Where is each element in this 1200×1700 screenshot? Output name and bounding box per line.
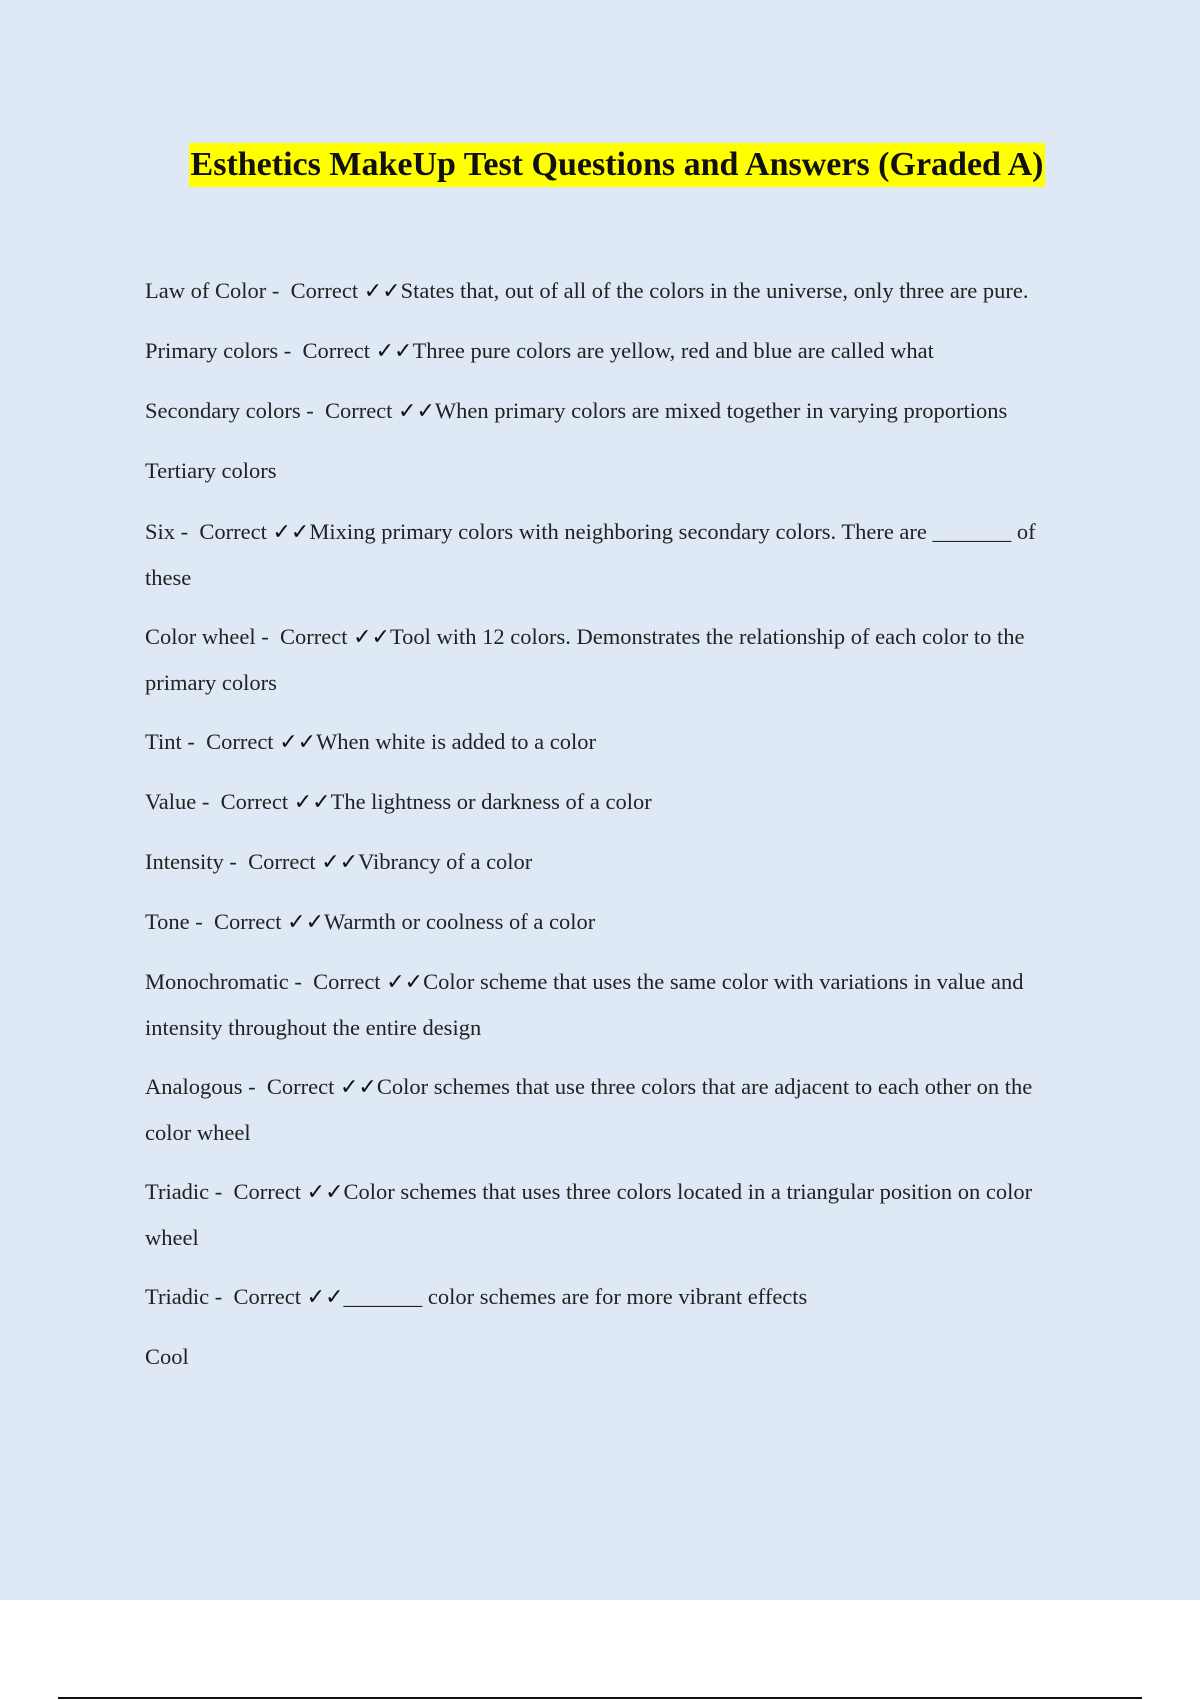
qa-entry bbox=[145, 388, 1083, 434]
qa-separator: - bbox=[288, 969, 314, 994]
correct-label: Correct bbox=[266, 1074, 340, 1099]
qa-answer: Vibrancy of a color bbox=[358, 849, 533, 874]
double-check-icon: ✓✓ bbox=[293, 790, 331, 815]
qa-separator: - bbox=[181, 729, 207, 754]
correct-label: Correct bbox=[214, 909, 288, 934]
qa-entry bbox=[145, 839, 1083, 885]
qa-answer: Color scheme that uses the same color with variations in value and intensity throughout the entire design bbox=[145, 969, 1024, 1040]
qa-separator: - bbox=[278, 338, 303, 363]
qa-entry bbox=[145, 268, 1083, 314]
double-check-icon: ✓✓ bbox=[363, 279, 401, 304]
qa-answer: Mixing primary colors with neighboring secondary colors. There are _______ of these bbox=[145, 519, 1036, 590]
double-check-icon: ✓✓ bbox=[279, 730, 317, 755]
qa-answer: The lightness or darkness of a color bbox=[330, 789, 652, 814]
title-container bbox=[0, 143, 1200, 187]
qa-term: Cool bbox=[145, 1344, 189, 1369]
correct-label: Correct bbox=[302, 338, 376, 363]
qa-term: Tint bbox=[145, 729, 182, 754]
double-check-icon: ✓✓ bbox=[321, 850, 359, 875]
qa-entry bbox=[145, 719, 1083, 765]
qa-answer: States that, out of all of the colors in the universe, only three are pure. bbox=[400, 278, 1029, 303]
qa-separator: - bbox=[175, 519, 200, 544]
qa-answer: Color schemes that use three colors that are adjacent to each other on the color wheel bbox=[145, 1074, 1033, 1145]
qa-separator: - bbox=[300, 398, 325, 423]
qa-answer: Warmth or coolness of a color bbox=[324, 909, 596, 934]
qa-entry bbox=[145, 1274, 1083, 1320]
qa-separator: - bbox=[242, 1074, 267, 1099]
double-check-icon: ✓✓ bbox=[386, 970, 424, 995]
qa-separator: - bbox=[255, 624, 280, 649]
qa-term: Tone bbox=[145, 909, 190, 934]
qa-term: Secondary colors bbox=[145, 398, 301, 423]
correct-label: Correct bbox=[324, 398, 399, 423]
qa-entry bbox=[145, 1334, 1083, 1379]
qa-answer: Three pure colors are yellow, red and blue are called what bbox=[412, 338, 934, 363]
qa-entry bbox=[145, 899, 1083, 945]
double-check-icon: ✓✓ bbox=[398, 399, 435, 424]
qa-term: Value bbox=[145, 789, 197, 814]
qa-separator: - bbox=[266, 278, 291, 303]
correct-label: Correct bbox=[279, 624, 354, 649]
qa-answer: Tool with 12 colors. Demonstrates the relationship of each color to the primary colors bbox=[145, 624, 1025, 695]
qa-term: Triadic bbox=[145, 1179, 210, 1204]
qa-term: Monochromatic bbox=[145, 969, 289, 994]
qa-term: Color wheel bbox=[145, 624, 256, 649]
qa-entry bbox=[145, 1064, 1083, 1155]
correct-label: Correct bbox=[220, 789, 294, 814]
correct-label: Correct bbox=[206, 729, 280, 754]
qa-entry bbox=[145, 1169, 1083, 1260]
qa-entry bbox=[145, 614, 1083, 705]
double-check-icon: ✓✓ bbox=[306, 1180, 344, 1205]
qa-entry bbox=[145, 448, 1083, 493]
qa-answer: When white is added to a color bbox=[316, 729, 596, 754]
qa-separator: - bbox=[209, 1284, 234, 1309]
qa-separator: - bbox=[209, 1179, 234, 1204]
correct-label: Correct bbox=[248, 849, 322, 874]
qa-separator: - bbox=[196, 789, 221, 814]
qa-answer: Color schemes that uses three colors located in a triangular position on color wheel bbox=[145, 1179, 1033, 1250]
double-check-icon: ✓✓ bbox=[375, 339, 413, 364]
qa-term: Intensity bbox=[145, 849, 224, 874]
double-check-icon: ✓✓ bbox=[353, 625, 390, 650]
qa-entry bbox=[145, 959, 1083, 1050]
footer-divider bbox=[58, 1697, 1142, 1699]
double-check-icon: ✓✓ bbox=[287, 910, 325, 935]
qa-term: Law of Color bbox=[145, 278, 267, 303]
qa-term: Triadic bbox=[145, 1284, 210, 1309]
document-title: Esthetics MakeUp Test Questions and Answers (Graded A) bbox=[189, 143, 1046, 187]
double-check-icon: ✓✓ bbox=[272, 520, 310, 545]
double-check-icon: ✓✓ bbox=[306, 1285, 344, 1310]
double-check-icon: ✓✓ bbox=[339, 1075, 377, 1100]
qa-entry bbox=[145, 779, 1083, 825]
correct-label: Correct bbox=[233, 1284, 307, 1309]
qa-term: Analogous bbox=[145, 1074, 243, 1099]
qa-term: Primary colors bbox=[145, 338, 279, 363]
correct-label: Correct bbox=[233, 1179, 307, 1204]
qa-separator: - bbox=[223, 849, 249, 874]
qa-list bbox=[145, 268, 1083, 1395]
correct-label: Correct bbox=[199, 519, 273, 544]
qa-separator: - bbox=[189, 909, 215, 934]
qa-term: Six bbox=[145, 519, 176, 544]
qa-entry bbox=[145, 328, 1083, 374]
correct-label: Correct bbox=[313, 969, 387, 994]
correct-label: Correct bbox=[290, 278, 364, 303]
qa-answer: When primary colors are mixed together in varying proportions bbox=[434, 398, 1008, 423]
qa-answer: _______ color schemes are for more vibrant effects bbox=[343, 1284, 808, 1309]
qa-entry bbox=[145, 509, 1083, 600]
qa-term: Tertiary colors bbox=[145, 458, 277, 483]
